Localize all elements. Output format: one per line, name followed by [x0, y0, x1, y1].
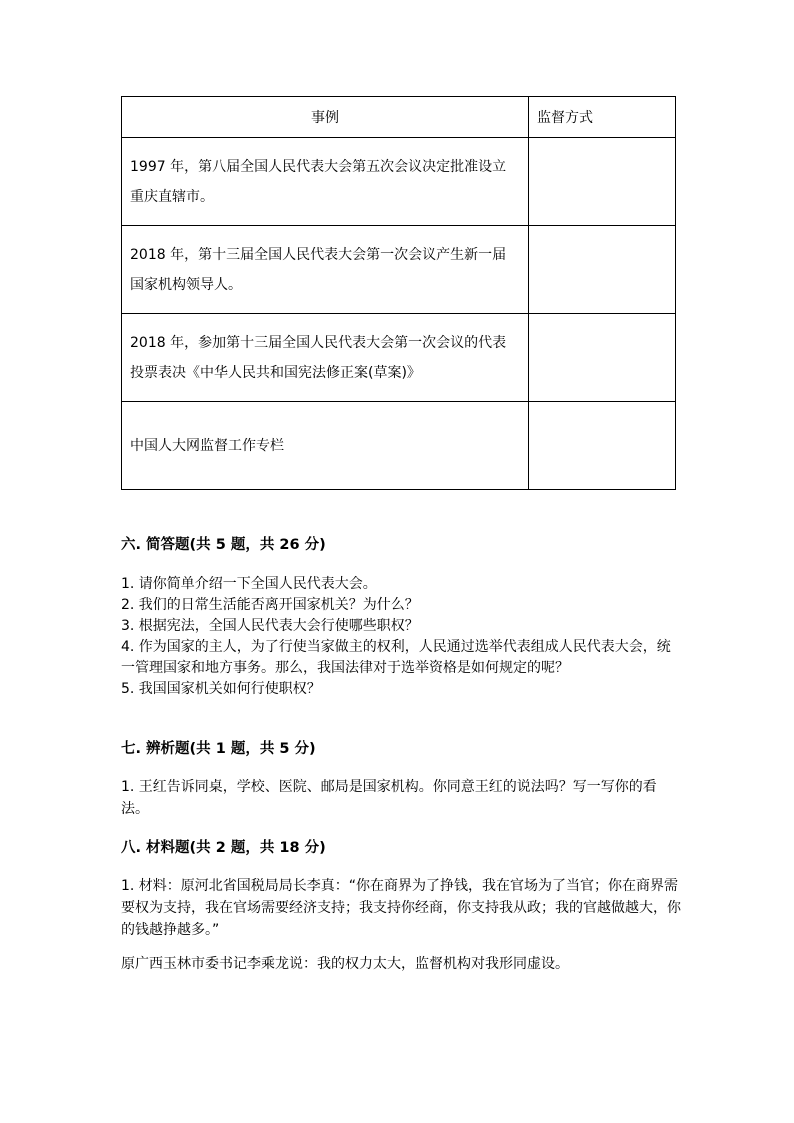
- question-item: 1. 请你简单介绍一下全国人民代表大会。: [121, 576, 377, 592]
- question-item: 1. 王红告诉同桌，学校、医院、邮局是国家机构。你同意王红的说法吗？写一写你的看法。: [121, 779, 657, 817]
- question-item: 5. 我国国家机关如何行使职权？: [121, 681, 321, 697]
- table-row: [122, 402, 676, 490]
- section-analysis: [121, 737, 681, 820]
- question-item: 2. 我们的日常生活能否离开国家机关？为什么？: [121, 597, 419, 613]
- section-title: 七. 辨析题(共 1 题，共 5 分): [121, 741, 316, 757]
- method-cell: [529, 314, 676, 402]
- section-title: 八. 材料题(共 2 题，共 18 分): [121, 840, 326, 856]
- method-cell: [529, 138, 676, 226]
- question-item: 4. 作为国家的主人，为了行使当家做主的权利，人民通过选举代表组成人民代表大会，统一管理国家和地方事务。那么，我国法律对于选举资格是如何规定的呢？: [121, 639, 671, 676]
- method-cell: [529, 402, 676, 490]
- section-title: 六. 简答题(共 5 题，共 26 分): [121, 537, 326, 553]
- case-cell: 2018 年，第十三届全国人民代表大会第一次会议产生新一届国家机构领导人。: [122, 226, 529, 314]
- table-row: [122, 226, 676, 314]
- table-header-row: [122, 97, 676, 138]
- header-case: 事例: [122, 97, 529, 138]
- case-table: [121, 96, 676, 490]
- case-cell: 2018 年，参加第十三届全国人民代表大会第一次会议的代表投票表决《中华人民共和国宪法修正案(草案)》: [122, 314, 529, 402]
- section-short-answer: [121, 533, 681, 700]
- table-row: [122, 314, 676, 402]
- case-table-container: [121, 96, 659, 490]
- section-material: [121, 836, 681, 975]
- case-cell: 1997 年，第八届全国人民代表大会第五次会议决定批准设立重庆直辖市。: [122, 138, 529, 226]
- case-cell: 中国人大网监督工作专栏: [122, 402, 529, 490]
- material-text: 1. 材料：原河北省国税局局长李真：“你在商界为了挣钱，我在官场为了当官；你在商界需要权为支持，我在官场需要经济支持；我支持你经商，你支持我从政；我的官越做越大，你的钱越挣越多。”: [121, 878, 681, 938]
- method-cell: [529, 226, 676, 314]
- header-method: 监督方式: [529, 97, 676, 138]
- table-row: [122, 138, 676, 226]
- question-item: 3. 根据宪法，全国人民代表大会行使哪些职权？: [121, 618, 419, 634]
- material-text: 原广西玉林市委书记李乘龙说：我的权力太大，监督机构对我形同虚设。: [121, 956, 569, 972]
